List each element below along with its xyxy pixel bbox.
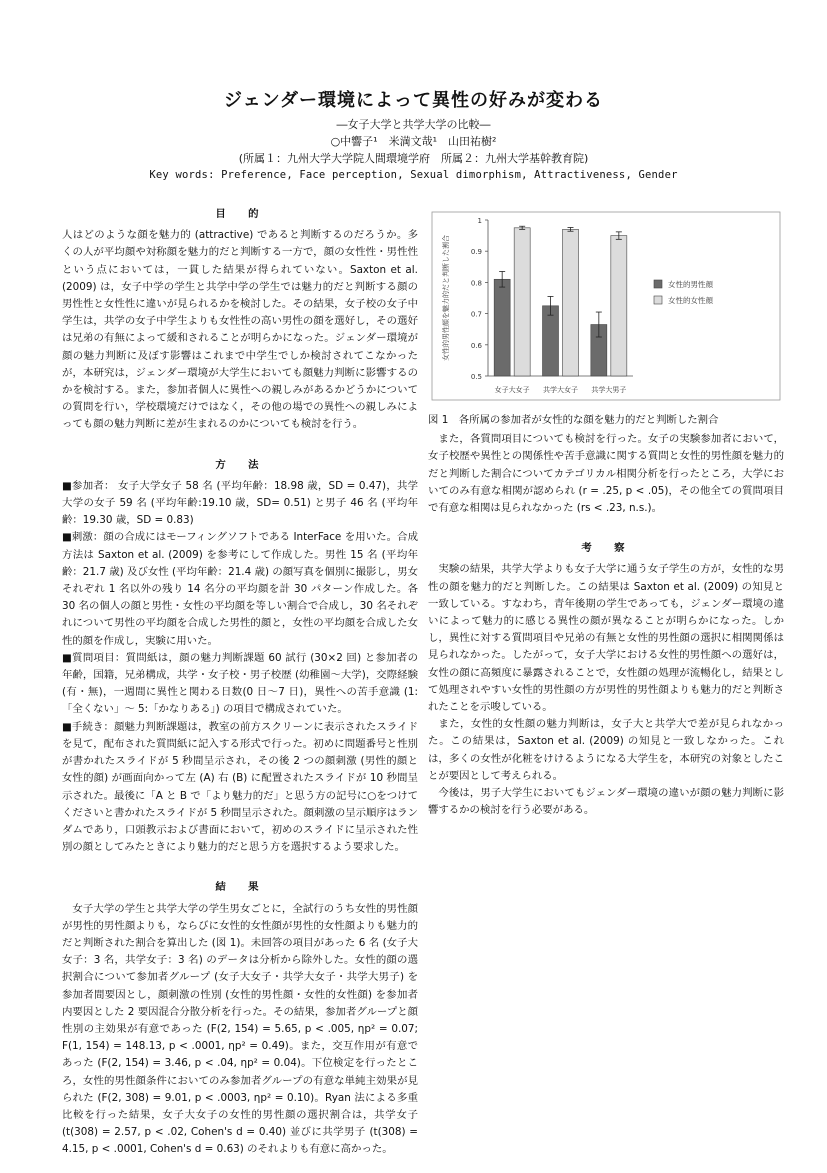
right-column <box>428 200 784 819</box>
bar-chart <box>428 208 784 408</box>
discussion-paragraph-1: 実験の結果，共学大学よりも女子大学に通う女子学生の方が，女性的な男性の顔を魅力的だと判断した。この結果は Saxton et al. (2009) の知見と一致している。すなわち，青年後期の学生であっても，ジェンダー環境の違いによって魅力的に感じる異性の顔が異なることが明らかになった。しかし，異性に対する質問項目や兄弟の有無と女性的男性顔の選択に相関関係は見られなかった。したがって，女子大学における女性的男性顔への選好は，女性の顔に高頻度に暴露されることで，女性顔の処理が流暢化し，結果として処理されやすい女性的男性顔の方が男性的男性顔よりも魅力的だと判断されたことを示唆している。 <box>428 563 784 714</box>
bar <box>563 229 579 376</box>
paper-title: ジェンダー環境によって異性の好みが変わる <box>224 90 603 111</box>
section-heading-purpose: 目 的 <box>215 208 265 220</box>
author-list: ○中響子¹ 米満文哉¹ 山田祐樹² <box>330 135 497 148</box>
figure-1 <box>428 208 784 408</box>
bar <box>543 306 559 376</box>
x-category-label: 女子大女子 <box>494 386 530 394</box>
results-after-figure: また，各質問項目についても検討を行った。女子の実験参加者において，女子校歴や異性との関係性や苦手意識に関する質問と女性的男性顔を魅力的だと判断した割合についてカテゴリカル相関分析を行ったところ，大学においてのみ有意な相関が認められ (r = .25, p < .05)，その他全ての質問項目で有意な相関は見られなかった (rs < .23, n.s.)。 <box>428 433 784 515</box>
x-category-label: 共学大女子 <box>543 386 578 394</box>
y-tick-label: 1 <box>477 217 482 225</box>
section-heading-discussion: 考 察 <box>581 542 631 555</box>
purpose-paragraph: 人はどのような顔を魅力的 (attractive) であると判断するのだろうか。多くの人が平均顔や対称顔を魅力的だと判断する一方で，顔の女性性・男性性という点においては，一貫した結果が得られていない。Saxton et al. (2009) は，女子中学の学生と共学中学の学生では魅力的だと判断する顔の男性性と女性性に違いが見られるかを検討した。その結果，女子校の女子中学生は，共学の女子中学生よりも女性性の高い男性の顔を選好し，その選好は兄弟の有無によって緩和されることが明らかになった。ジェンダー環境が顔の魅力判断に及ぼす影響はこれまで中学生でしか検討されてこなかったが，本研究は，ジェンダー環境が大学生においても顔魅力判断に影響するのかを検討する。また，参加者個人に異性への親しみがあるかどうかについての質問を行い，学校環境だけではなく，その他の場での異性への親しみによっても顔の魅力判断に差が生まれるのかについても検討を行う。 <box>62 229 418 431</box>
y-axis-label: 女性的男性顔を魅力的だと判断した割合 <box>442 235 450 361</box>
discussion-paragraph-3: 今後は，男子大学生においてもジェンダー環境の違いが顔の魅力判断に影響するかの検討を行う必要がある。 <box>428 787 784 817</box>
keywords: Key words: Preference, Face perception, Sexual dimorphism, Attractiveness, Gender <box>149 169 678 181</box>
discussion-paragraph-2: また，女性的女性顔の魅力判断は，女子大と共学大で差が見られなかった。この結果は，Saxton et al. (2009) の知見と一致しなかった。これは，多くの女性が化粧をけけるようになる大学生を，本研究の対象としたことが要因として考えられる。 <box>428 718 784 782</box>
paper-header <box>60 86 767 184</box>
figure-caption: 図 1 各所属の参加者が女性的な顔を魅力的だと判断した割合 <box>428 414 719 426</box>
y-tick-label: 0.7 <box>470 310 482 319</box>
left-column <box>62 200 418 1173</box>
bar <box>514 228 530 376</box>
legend-swatch <box>654 280 662 288</box>
y-tick-label: 0.9 <box>470 248 482 257</box>
y-tick-label: 0.6 <box>470 341 482 350</box>
y-tick-label: 0.5 <box>470 373 482 381</box>
y-tick-label: 0.8 <box>470 279 482 288</box>
method-questionnaire: ■質問項目：質問紙は，顔の魅力判断課題 60 試行 (30×2 回) と参加者の年齢，国籍，兄弟構成，共学・女子校・男子校歴 (幼稚園〜大学)，交際経験 (有・無)，一週間に異性と関わる日数(0 日〜7 日)，異性への苦手意識 (1:「全くない」〜 5:「かなりある」) の項目で構成されていた。 <box>62 651 418 716</box>
affiliation: (所属１：九州大学大学院人間環境学府 所属２：九州大学基幹教育院) <box>238 152 589 165</box>
legend-label: 女性的女性顔 <box>668 296 713 305</box>
method-stimuli: ■刺激：顔の合成にはモーフィングソフトである InterFace を用いた。合成方法は Saxton et al. (2009) を参考にして作成した。男性 15 名 (平均年齢：21.7 歳) 及び女性 (平均年齢：21.4 歳) の顔写真を個別に撮影し，男女それぞれ 1 名以外の残り 14 名分の平均顔を計 30 パターン作成した。各 30 名の個人の顔と男性・女性の平均顔を等しい割合で合成し，30 名それぞれについて男性の平均顔を合成した男性的顔と，女性の平均顔を合成した女性的顔を作成し，実験に用いた。 <box>62 531 418 647</box>
section-heading-results: 結 果 <box>215 881 265 894</box>
legend-label: 女性的男性顔 <box>668 280 713 289</box>
paper-subtitle: ―女子大学と共学大学の比較― <box>336 118 491 131</box>
bar <box>494 279 510 376</box>
bar <box>611 236 627 376</box>
method-procedure: ■手続き：顔魅力判断課題は，教室の前方スクリーンに表示されたスライドを見て，配布された質問紙に記入する形式で行った。初めに問題番号と性別が書かれたスライドが 5 秒間呈示され，その後 2 つの顔刺激 (男性的顔と女性的顔) が画面向かって左 (A) 右 (B) に配置されたスライドが 10 秒間呈示された。最後に「A と B で「より魅力的だ」と思う方の記号に○をつけてくださいと書かれたスライドが 5 秒間呈示された。顔刺激の呈示順序はランダムであり，口頭教示および書面において，初めのスライドに呈示された性別の顔としてみたときにより魅力的だと思う方を選択するよう要求した。 <box>62 720 418 854</box>
x-category-label: 共学大男子 <box>591 386 627 394</box>
section-heading-method: 方 法 <box>215 458 265 471</box>
results-paragraph: 女子大学の学生と共学大学の学生男女ごとに，全試行のうち女性的男性顔が男性的男性顔よりも，ならびに女性的女性顔が男性的女性顔よりも魅力的だと判断された割合を算出した (図 1)。未回答の項目があった 6 名 (女子大女子：3 名，共学女子：3 名) のデータは分析から除外した。女性的顔の選択割合について参加者グループ (女子大女子・共学大女子・共学大男子) を参加者間要因とし，顔刺激の性別 (女性的男性顔・女性的女性顔) を参加者内要因とした 2 要因混合分散分析を行った。その結果，参加者グループと顔性別の主効果が有意であった (F(2, 154) = 5.65, p < .005, ηp² = 0.07; F(1, 154) = 148.13, p < .0001, ηp² = 0.49)。また，交互作用が有意であった (F(2, 154) = 3.46, p < .04, ηp² = 0.04)。下位検定を行ったところ，女性的男性顔条件においてのみ参加者グループの有意な単純主効果が見られた (F(2, 308) = 9.01, p < .0003, ηp² = 0.10)。Ryan 法による多重比較を行った結果，女子大女子の女性的男性顔の選択割合は，共学女子 (t(308) = 2.57, p < .02, Cohen's d = 0.40) 並びに共学男子 (t(308) = 4.15, p < .0001, Cohen's d = 0.63) のそれよりも有意に高かった。 <box>62 902 418 1156</box>
method-participants: ■参加者： 女子大学女子 58 名 (平均年齢：18.98 歳，SD = 0.47)，共学大学の女子 59 名 (平均年齢:19.10 歳，SD= 0.51) と男子 46 名 (平均年齢：19.30 歳，SD = 0.83) <box>62 479 418 527</box>
legend-swatch <box>654 296 662 304</box>
